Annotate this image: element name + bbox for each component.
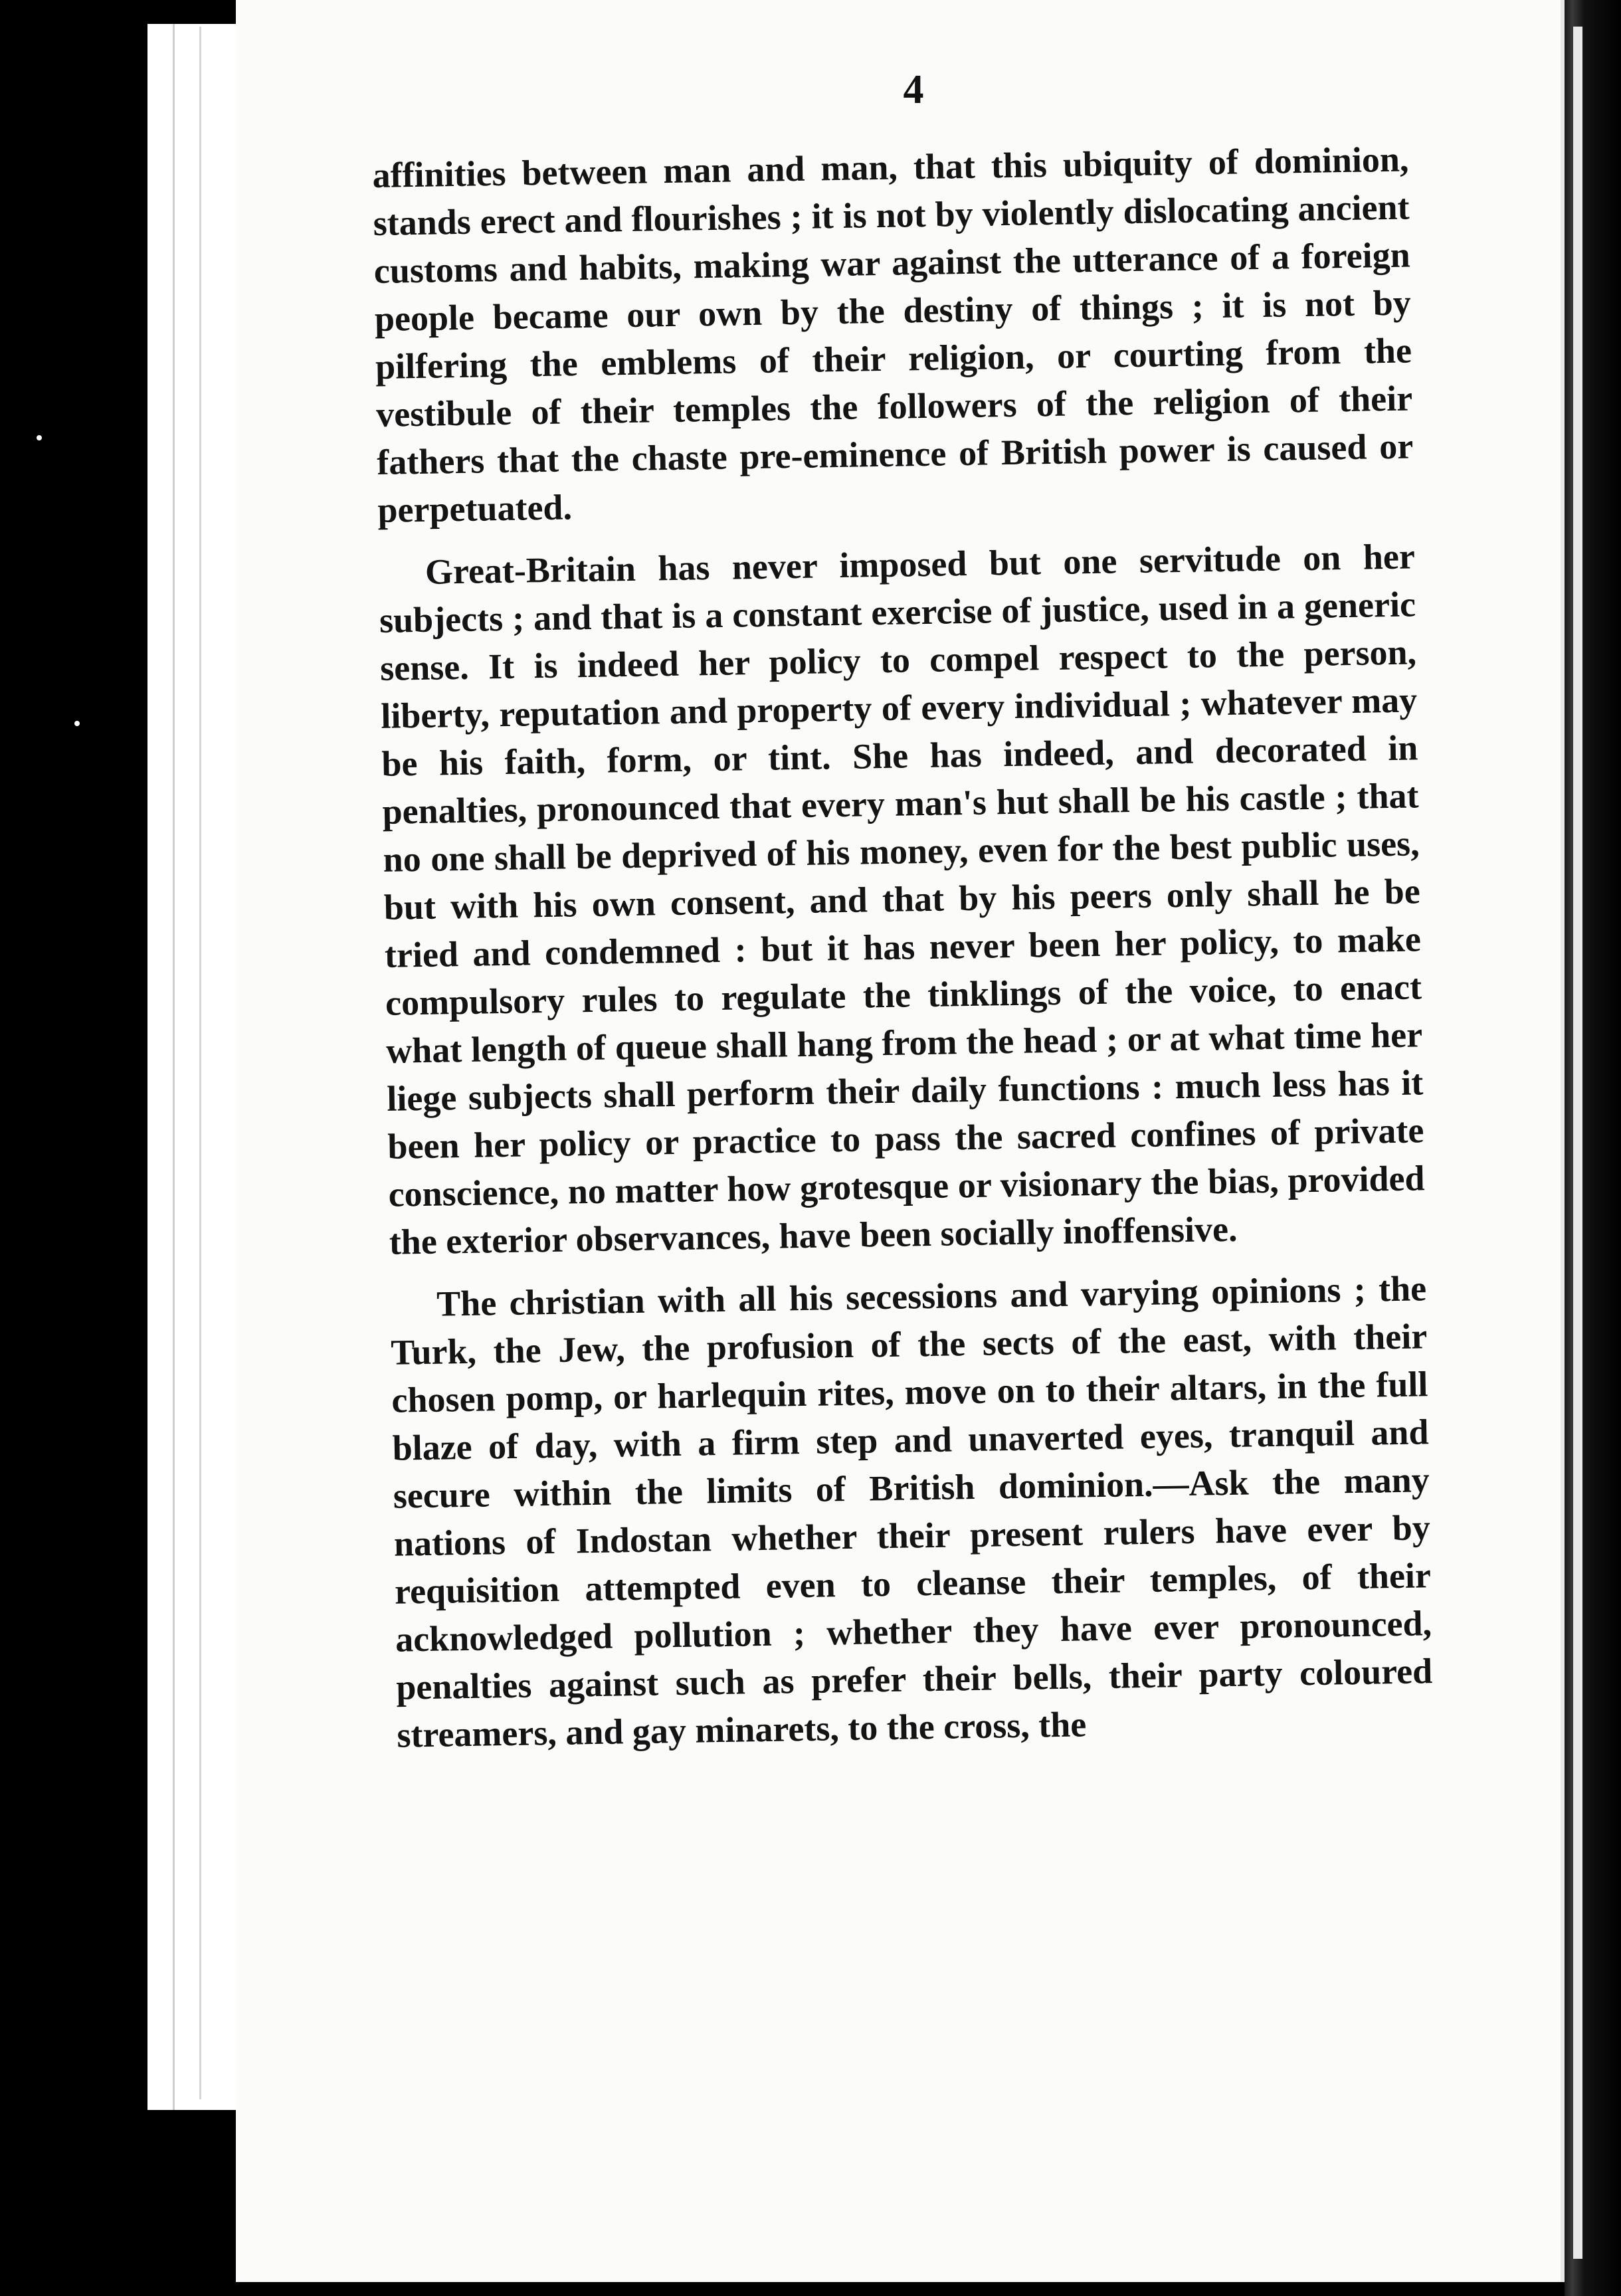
page-edge-strip	[1573, 27, 1582, 2259]
paragraph-3: The christian with all his secessions and varying opinions ; the Turk, the Jew, the profusion of the sects of the east, with their chosen pomp, or harlequin rites, move on to their altars, in the full blaze of day, with a firm step and unaverted eyes, tranquil and secure within the limits of British dominion.—Ask the many nations of Indostan whether their present rulers have ever by requisition attempted even to cleanse their temples, of their acknowledged pollution ; whether they have ever pronounced, penalties against such as prefer their bells, their party coloured streamers, and gay minarets, to the cross, the	[390, 1268, 1433, 1755]
body-text	[372, 135, 1434, 1773]
paragraph-1: affinities between man and man, that this ubiquity of dominion, stands erect and flourishes ; it is not by violently dislocating ancient customs and habits, making war against the utterance of a foreign people became our own by the destiny of things ; it is not by pilfering the emblems of their religion, or courting from the vestibule of their temples the followers of the religion of their fathers that the chaste pre-eminence of British power is caused or perpetuated.	[372, 139, 1414, 530]
scan-speck	[74, 721, 80, 726]
back-page-edge	[199, 27, 241, 2099]
page-number: 4	[903, 67, 924, 112]
paragraph-2: Great-Britain has never imposed but one servitude on her subjects ; and that is a constant exercise of justice, used in a generic sense. It is indeed her policy to compel respect to the person, liberty, reputation and property of every individual ; whatever may be his faith, form, or tint. She has indeed, and decorated in penalties, pronounced that every man's hut shall be his castle ; that no one shall be deprived of his money, even for the best public uses, but with his own consent, and that by his peers only shall he be tried and condemned : but it has never been her policy, to make compulsory rules to regulate the tinklings of the voice, to enact what length of queue shall hang from the head ; or at what time her liege subjects shall perform their daily functions : much less has it been her policy or practice to pass the sacred confines of private conscience, no matter how grotesque or visionary the bias, provided the exterior observances, have been socially inoffensive.	[379, 536, 1425, 1262]
scan-speck	[37, 435, 42, 440]
